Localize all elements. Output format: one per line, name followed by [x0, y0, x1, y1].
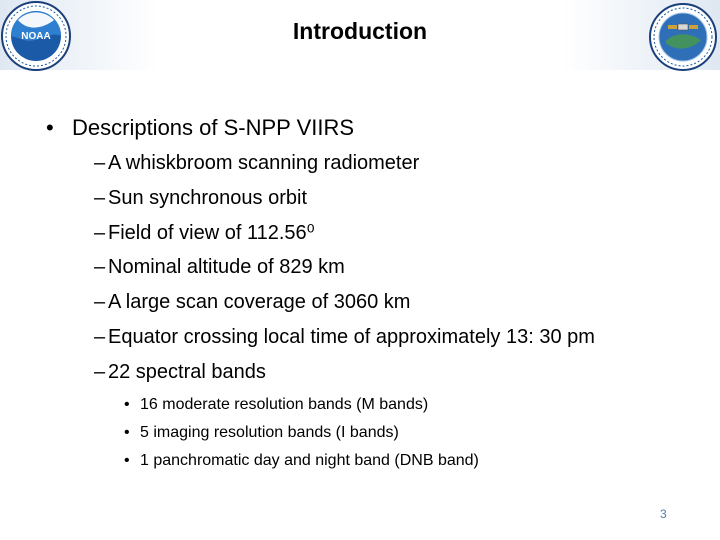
sub-bullet-text: A whiskbroom scanning radiometer [108, 152, 420, 174]
sub-bullet-text: Nominal altitude of 829 km [108, 256, 345, 279]
main-bullet [46, 115, 354, 141]
page-title: Introduction [292, 18, 428, 44]
noaa-logo-text: NOAA [21, 31, 51, 42]
sub-bullet-text: Equator crossing local time of approximately 13: 30 pm [108, 325, 595, 348]
band-bullet-text: 1 panchromatic day and night band (DNB band) [140, 452, 479, 469]
bullet-dot: • [46, 115, 54, 140]
page-number: 3 [660, 507, 667, 521]
sub-bullet-text: 22 spectral bands [108, 360, 266, 383]
band-bullet-text: 5 imaging resolution bands (I bands) [140, 424, 399, 441]
main-bullet-text: Descriptions of S-NPP VIIRS [72, 115, 355, 140]
sub-bullet-text: Field of view of 112.56⁰ [108, 221, 315, 244]
slide: NOAA Introduction • Descriptions of S-NPP VIIRS – A whiskbroom scanning radiometer – Sun synchronous orbit – Field of view of 112.56⁰ – Nominal altitude of 829 km – A large scan coverage of 3060 km – Equator crossing local time of approximately 13: 30 pm – 22 spectral bands • 16 moderate resolution bands (M bands) • 5 imaging resolution bands (I bands) • 1 panchromatic day and night band (DNB band) 3 [0, 0, 720, 540]
band-bullet-text: 16 moderate resolution bands (M bands) [140, 396, 429, 413]
sub-bullet-text: A large scan coverage of 3060 km [108, 291, 411, 314]
sub-bullet-text: Sun synchronous orbit [108, 186, 308, 209]
